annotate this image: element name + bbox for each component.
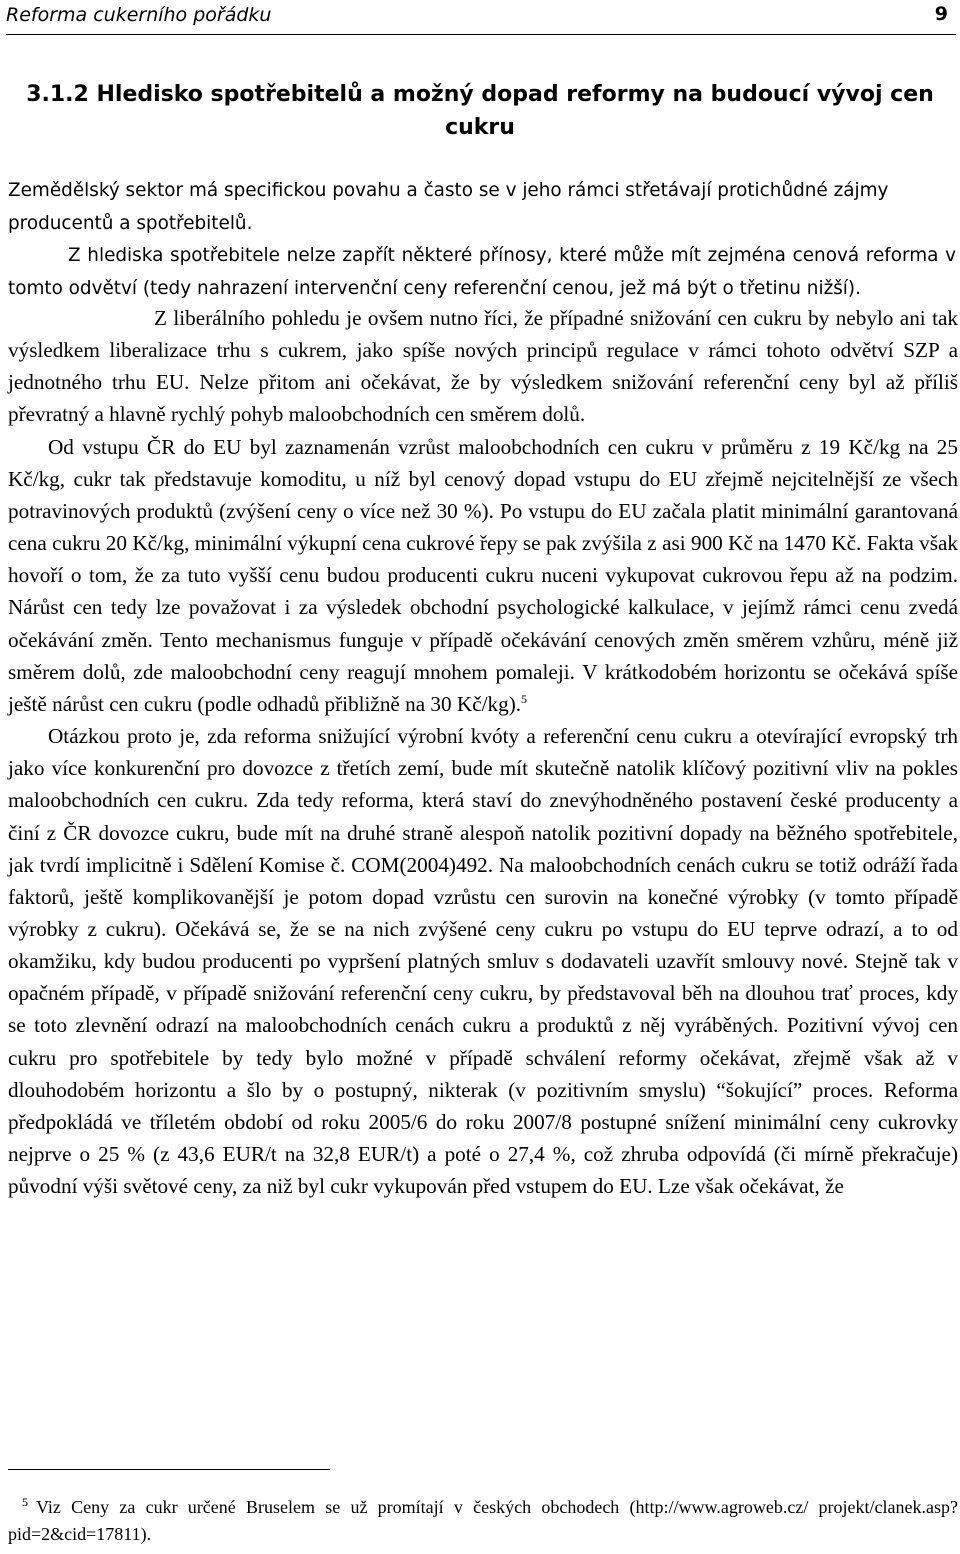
paragraph-2-continuation: Z liberálního pohledu je ovšem nutno říci, že případné snižování cen cukru by nebylo ani tak výsledkem liberalizace trhu s cukrem, jako spíše nových principů regulace v rámci tohoto odvětví SZP a jednotného trhu EU. Nelze přitom ani očekávat, že by výsledkem snižování referenční ceny byl až příliš převratný a hlavně rychlý pohyb maloobchodních cen směrem dolů. [8,306,958,427]
paragraph-4: Otázkou proto je, zda reforma snižující výrobní kvóty a referenční cenu cukru a otevírající evropský trh jako více konkurenční pro dovozce z třetích zemí, bude mít skutečně natolik klíčový pozitivní vliv na pokles maloobchodních cen cukru. Zda tedy reforma, která staví do znevýhodněného postavení české producenty a činí z ČR dovozce cukru, bude mít na druhé straně alespoň natolik pozitivní dopady na běžného spotřebitele, jak tvrdí implicitně i Sdělení Komise č. COM(2004)492. Na maloobchodních cenách cukru se totiž odráží řada faktorů, ještě komplikovanější je potom dopad vzrůstu cen surovin na konečné výrobky (v tomto případě výrobky z cukru). Očekává se, že se na nich zvýšené ceny cukru po vstupu do EU teprve odrazí, a to od okamžiku, kdy budou producenti po vypršení platných smluv s dodavateli uzavřít smlouvy nové. Stejně tak v opačném případě, v případě snižování referenční ceny cukru, by představoval běh na dlouhou trať proces, kdy se toto zlevnění odrazí na maloobchodních cenách cukru a produktů z něj vyráběných. Pozitivní vývoj cen cukru pro spotřebitele by tedy bylo možné v případě schválení reformy očekávat, zřejmě však až v dlouhodobém horizontu a šlo by o postupný, nikterak (v pozitivním smyslu) “šokující” proces. Reforma předpokládá ve tříletém období od roku 2005/6 do roku 2007/8 postupné snížení minimální ceny cukrovky nejprve o 25 % (z 43,6 EUR/t na 32,8 EUR/t) a poté o 27,4 %, což zhruba odpovídá (či mírně překračuje) původní výši světové ceny, za niž byl cukr vykupován před vstupem do EU. Lze však očekávat, že [8,724,958,1199]
footnote-reference[interactable]: 5 [521,691,528,706]
paragraph-2: Z hlediska spotřebitele nelze zapřít některé přínosy, které může mít zejména cenová reforma v tomto odvětví (tedy nahrazení intervenční ceny referenční cenou, jež má být o třetinu nižší). [8,245,956,299]
paragraph-3-text: Od vstupu ČR do EU byl zaznamenán vzrůst maloobchodních cen cukru v průměru z 19 Kč/kg na 25 Kč/kg, cukr tak představuje komoditu, u níž byl cenový dopad vstupu do EU zřejmě nejcitelnější ze všech potravinových produktů (zvýšení ceny o více než 30 %). Po vstupu do EU začala platit minimální garantovaná cena cukru 20 Kč/kg, minimální výkupní cena cukrové řepy se pak zvýšila z asi 900 Kč na 1470 Kč. Fakta však hovoří o tom, že za tuto vyšší cenu budou producenti cukru nuceni vykupovat cukrovou řepu až na podzim. Nárůst cen tedy lze považovat i za výsledek obchodní psychologické kalkulace, v jejímž rámci cenu zvedá očekávání změn. Tento mechanismus funguje v případě očekávání cenových změn směrem vzhůru, méně již směrem dolů, zde maloobchodní ceny reagují mnohem pomaleji. V krátkodobém horizontu se očekává spíše ještě nárůst cen cukru (podle odhadů přibližně na 30 Kč/kg). [8,434,958,716]
section-heading: 3.1.2 Hledisko spotřebitelů a možný dopad reformy na budoucí vývoj cen cukru [26,82,934,140]
footnote-divider [8,1469,330,1470]
running-header [6,0,956,35]
body-serif-block [8,302,958,1202]
footnote-text: Viz Ceny za cukr určené Bruselem se už promítají v českých obchodech (http://www.agroweb.cz/ projekt/clanek.asp?pid=2&cid=17811). [8,1497,958,1544]
footnote [8,1494,958,1548]
page-number: 9 [934,3,948,25]
body-sans-block [8,175,956,305]
paragraph-3 [8,431,958,720]
footnote-number: 5 [22,1495,28,1509]
paragraph-1: Zemědělský sektor má specifickou povahu a často se v jeho rámci střetávají protichůdné zájmy producentů a spotřebitelů. [8,180,889,234]
running-header-title: Reforma cukerního pořádku [6,4,272,26]
